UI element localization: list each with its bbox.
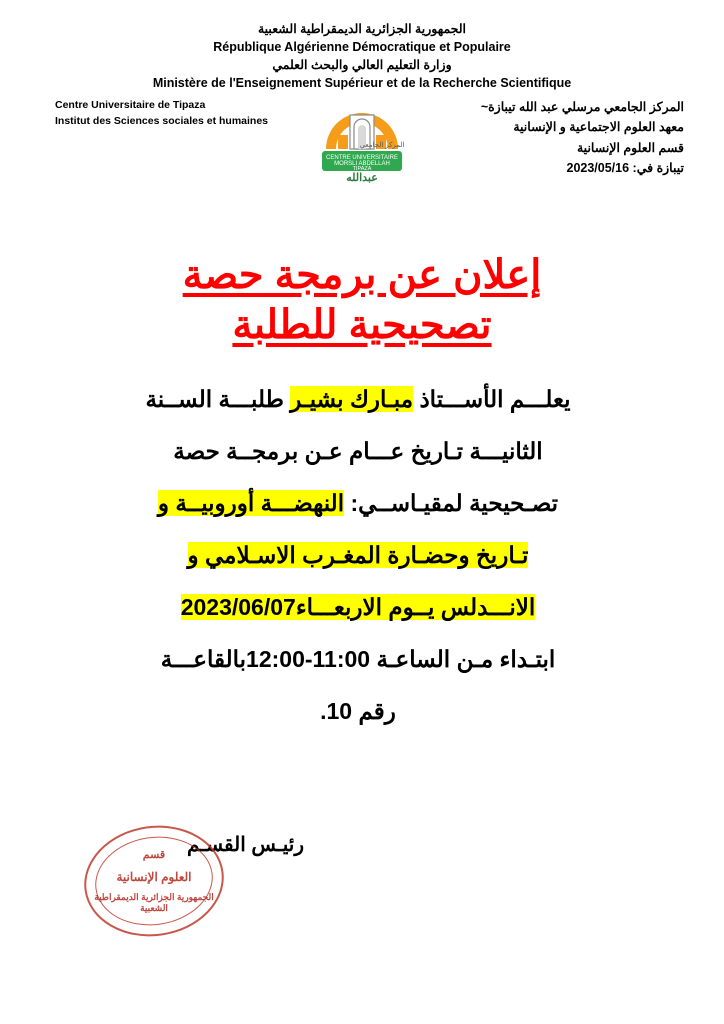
title-line-1: إعلان عن برمجة حصة (182, 252, 542, 297)
header-date-label: تيبازة في: (632, 161, 684, 176)
header-line-republic-ar: الجمهورية الجزائرية الديمقراطية الشعبية (257, 22, 467, 36)
svg-text:المركز الجامعي: المركز الجامعي (359, 141, 405, 149)
header-date-value: 2023/05/16 (566, 161, 630, 176)
header-institute-ar: معهد العلوم الاجتماعية و الإنسانية (513, 120, 684, 135)
body-line-2 (70, 428, 646, 474)
announcement-title (0, 250, 724, 350)
header-line-republic-fr: République Algérienne Démocratique et Populaire (213, 40, 511, 55)
svg-text:MORSLI ABDELLAH: MORSLI ABDELLAH (334, 160, 390, 167)
body-line-3-module-1: النهضـــة أوروبيــة و (157, 489, 345, 516)
header-identity-row (0, 97, 724, 202)
body-line-3 (70, 480, 646, 526)
svg-text:CENTRE UNIVERSITAIRE: CENTRE UNIVERSITAIRE (326, 154, 398, 161)
body-line-1-teacher-name: مبـارك بشيـر (290, 385, 414, 412)
signature-block (62, 820, 312, 950)
university-logo (316, 95, 408, 183)
header-institution-fr (55, 97, 268, 130)
body-line-6-prefix: ابتـداء مـن الساعـة (376, 645, 556, 672)
header-institution-ar (481, 97, 684, 180)
body-line-4 (70, 532, 646, 578)
header-line-ministry-ar: وزارة التعليم العالي والبحث العلمي (272, 58, 452, 73)
announcement-body (0, 376, 724, 734)
stamp-line-1: قسم (142, 849, 166, 861)
svg-text:TIPAZA: TIPAZA (352, 165, 372, 172)
body-line-1-prefix: يعلـــم الأســـتاذ (419, 385, 571, 412)
stamp-line-2: العلوم الإنسانية (116, 870, 192, 884)
body-line-1-suffix: طلبـــة الســنة (145, 385, 284, 412)
body-line-4-module-2: تـاريخ وحضـارة المغـرب الاسـلامي و (187, 541, 529, 568)
header-department-ar: قسم العلوم الإنسانية (576, 140, 684, 155)
header-date (481, 158, 684, 179)
body-line-6-time: 12:00-11:00 (246, 645, 371, 672)
stamp-line-3: الجمهورية الجزائرية الديمقراطية الشعبية (94, 892, 214, 913)
signature-label: رئيـس القسـم (187, 834, 304, 856)
department-head-stamp (84, 826, 224, 936)
body-line-5-date: 2023/06/07 (180, 593, 296, 620)
body-line-6 (70, 636, 646, 682)
svg-text:عبدالله: عبدالله (346, 171, 378, 183)
title-line-2: تصحيحية للطلبة (232, 302, 492, 347)
body-line-2-text: الثانيـــة تـاريخ عـــام عـن برمجــة حصة (173, 437, 543, 464)
body-line-1 (70, 376, 646, 422)
header-center-univ-ar: المركز الجامعي مرسلي عبد الله تيبازة~ (480, 99, 684, 114)
body-line-3-prefix: تصـحيحية لمقيـاســي: (350, 489, 559, 516)
header-center-univ-fr: Centre Universitaire de Tipaza (55, 98, 206, 111)
body-line-7-room: رقم 10. (320, 697, 396, 724)
header-center-block (0, 0, 724, 93)
body-line-7 (70, 688, 646, 734)
body-line-6-suffix: بالقاعـــة (160, 645, 247, 672)
header-line-ministry-fr: Ministère de l'Enseignement Supérieur et de la Recherche Scientifique (152, 76, 572, 91)
body-line-5-day: الانـــدلس يــوم الاربعـــاء (295, 593, 536, 620)
header-institute-fr: Institut des Sciences sociales et humaines (55, 114, 268, 127)
body-line-5 (70, 584, 646, 630)
